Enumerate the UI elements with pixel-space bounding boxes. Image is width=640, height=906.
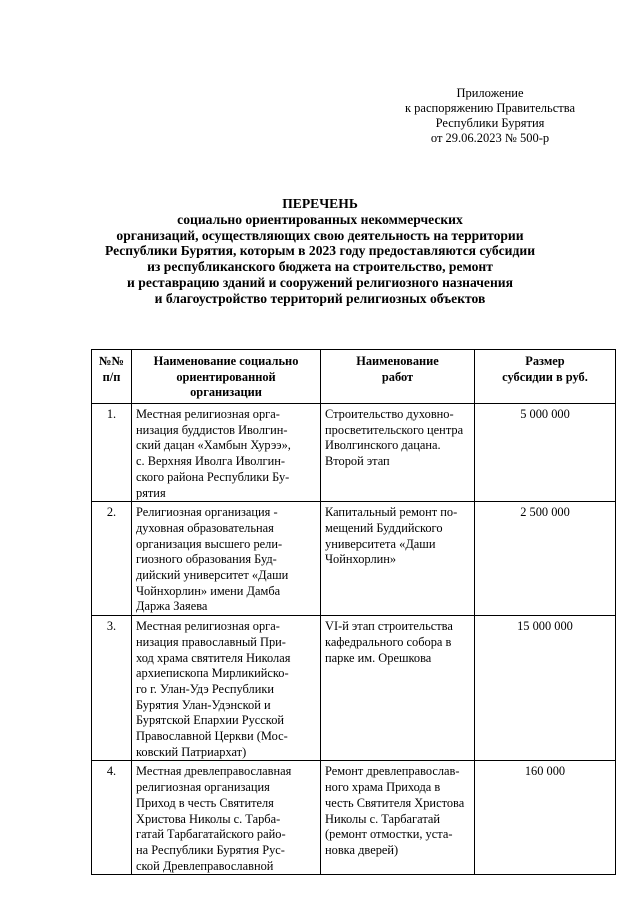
works-description: VI-й этап строительства кафедрального собора в парке им. Орешкова [321,616,475,761]
table-row [92,761,616,875]
title-line: организаций, осуществляющих свою деятельность на территории [116,227,524,243]
header-num: №№ п/п [92,350,132,404]
organization-name: Религиозная организация - духовная образовательная организация высшего рели- гиозного образования Буд- дийский университет «Даши Чойнхорлин» имени Дамба Даржа Заяева [132,502,321,616]
subsidy-amount: 5 000 000 [475,404,616,502]
header-organization: Наименование социально ориентированной организации [132,350,321,404]
organization-name: Местная религиозная орга- низация православный При- ход храма святителя Николая архиепископа Мирликийско- го г. Улан-Удэ Республики Бурятия Улан-Удэнской и Бурятской Епархии Русской Православной Церкви (Мос- ковский Патриархат) [132,616,321,761]
table-row [92,502,616,616]
title-line: и реставрацию зданий и сооружений религиозного назначения [127,274,513,290]
table-row [92,404,616,502]
title-line: социально ориентированных некоммерческих [177,211,463,227]
subsidy-amount: 2 500 000 [475,502,616,616]
organization-name: Местная древлеправославная религиозная организация Приход в честь Святителя Христова Николы с. Тарба- гатай Тарбагатайского райо- на Республики Бурятия Рус- ской Древлеправославной [132,761,321,875]
row-number: 4. [92,761,132,875]
title-line: Республики Бурятия, которым в 2023 году предоставляются субсидии [104,243,536,259]
row-number: 2. [92,502,132,616]
subsidy-amount: 15 000 000 [475,616,616,761]
header-works: Наименование работ [321,350,475,404]
appendix-line: Приложение [456,86,524,100]
appendix-line: к распоряжению Правительства [404,101,575,115]
table-row [92,616,616,761]
row-number: 1. [92,404,132,502]
appendix-header [390,86,590,146]
works-description: Строительство духовно- просветительского центра Иволгинского дацана. Второй этап [321,404,475,502]
title-line: ПЕРЕЧЕНЬ [282,196,358,211]
header-amount: Размер субсидии в руб. [475,350,616,404]
document-title [60,196,580,307]
organizations-table [91,349,616,875]
table-header-row [92,350,616,404]
appendix-line: Республики Бурятия [435,116,545,130]
row-number: 3. [92,616,132,761]
works-description: Капитальный ремонт по- мещений Буддийского университета «Даши Чойнхорлин» [321,502,475,616]
title-line: и благоустройство территорий религиозных объектов [154,290,486,306]
title-line: из республиканского бюджета на строительство, ремонт [147,259,493,275]
organization-name: Местная религиозная орга- низация буддистов Иволгин- ский дацан «Хамбын Хурээ», с. Верхняя Иволга Иволгин- ского района Республики Бу- рятия [132,404,321,502]
subsidy-amount: 160 000 [475,761,616,875]
appendix-line: от 29.06.2023 № 500-р [430,131,550,145]
works-description: Ремонт древлеправослав- ного храма Прихода в честь Святителя Христова Николы с. Тарбагатай (ремонт отмостки, уста- новка дверей) [321,761,475,875]
